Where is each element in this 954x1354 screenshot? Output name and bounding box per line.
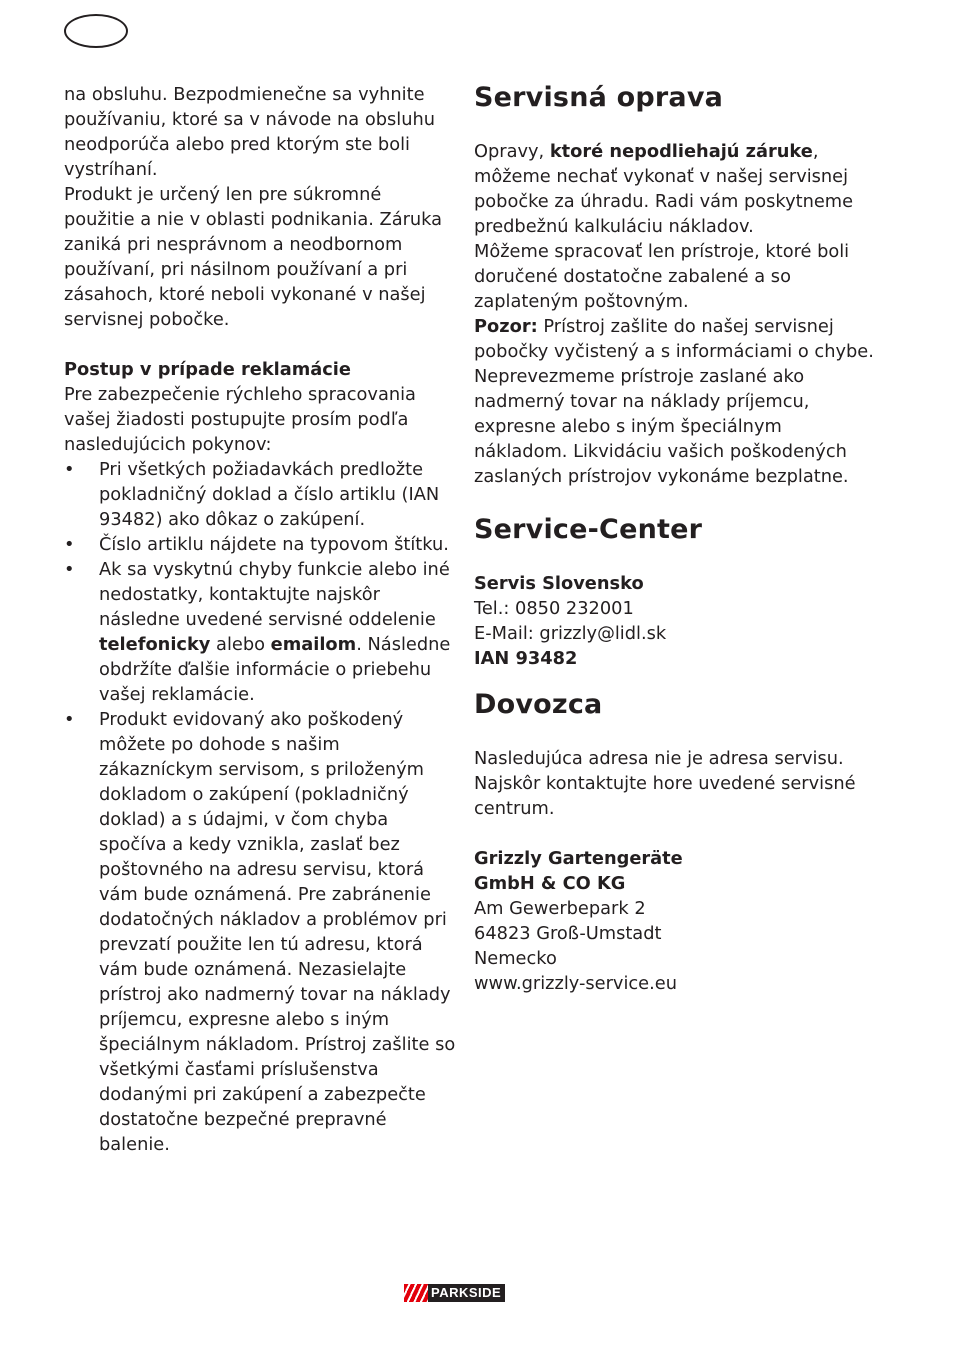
service-name: Servis Slovensko [474,573,644,594]
company-name-line-2: GmbH & CO KG [474,873,626,894]
company-street: Am Gewerbepark 2 [474,898,646,919]
repair-caution [474,314,874,489]
service-center-heading: Service-Center [474,514,703,545]
list-item-text: Pri všetkých požiadavkách predložte pokladničný doklad a číslo artiklu (IAN 93482) ako dôkaz o zakúpení. [99,459,440,530]
repair-text: , môžeme nechať vykonať v našej servisnej pobočke za úhradu. Radi vám poskytneme predbežnú kalkuláciu nákladov. [474,141,854,237]
repair-text-emphasis: ktoré nepodliehajú záruke [549,141,813,162]
list-item [64,532,456,557]
intro-paragraph-2: Produkt je určený len pre súkromné použitie a nie v oblasti podnikania. Záruka zaniká pri nesprávnom a neodbornom používaní, pri násilnom používaní a pri zásahoch, ktoré neboli vykonané v našej servisnej pobočke. [64,184,443,330]
claim-steps-list [64,457,456,1157]
service-email: E-Mail: grizzly@lidl.sk [474,623,667,644]
intro-paragraph-1: na obsluhu. Bezpodmienečne sa vyhnite používaniu, ktoré sa v návode na obsluhu neodporúča alebo pred ktorým ste boli vystríhaní. [64,84,436,180]
importer-note: Nasledujúca adresa nie je adresa servisu. Najskôr kontaktujte hore uvedené servisné centrum. [474,748,856,819]
list-item-text: Ak sa vyskytnú chyby funkcie alebo iné nedostatky, kontaktujte najskôr následne uvedené servisné oddelenie [99,559,450,630]
contact-email-emphasis: emailom [270,634,357,655]
bullet-icon: • [64,559,75,580]
list-item-text: Produkt evidovaný ako poškodený môžete po dohode s našim zákazníckym servisom, s priloženým dokladom o zakúpení (pokladničný doklad) a s údajmi, v čom chyba spočíva a kedy vznikla, zaslať bez poštovného na adresu servisu, ktorá vám bude oznámená. Pre zabránenie dodatočných nákladov a problémov pri prevzatí použite len tú adresu, ktorá vám bude oznámená. Nezasielajte prístroj ako nadmerný tovar na náklady príjemcu, expresne alebo s iným špeciálnym nákladom. Prístroj zašlite so všetkými časťami príslušenstva dodanými pri zakúpení a zabezpečte dostatočne bezpečné prepravné balenie. [99,709,456,1155]
list-item-text: . Následne obdržíte ďalšie informácie o priebehu vašej reklamácie. [99,634,451,705]
list-item [64,557,456,707]
bullet-icon: • [64,459,75,480]
claim-heading: Postup v prípade reklamácie [64,359,351,380]
repair-text: Opravy, [474,141,545,162]
bullet-icon: • [64,534,75,555]
caution-text: Prístroj zašlite do našej servisnej pobočky vyčistený a s informáciami o chybe. Neprevezmeme prístroje zaslané ako nadmerný tovar na náklady príjemcu, expresne alebo s iným špeciálnym nákladom. Likvidáciu vašich poškodených zaslaných prístrojov vykonáme bezplatne. [474,316,874,487]
repair-heading: Servisná oprava [474,82,724,113]
company-country: Nemecko [474,948,557,969]
logo-text: PARKSIDE [428,1284,505,1302]
service-ian: IAN 93482 [474,648,578,669]
company-city: 64823 Groß-Umstadt [474,923,662,944]
list-item-text: alebo [216,634,265,655]
bullet-icon: • [64,709,75,730]
right-column [474,82,874,996]
parkside-logo [404,1284,505,1302]
repair-paragraph-2: Môžeme spracovať len prístroje, ktoré boli doručené dostatočne zabalené a so zaplateným poštovným. [474,241,850,312]
list-item [64,707,456,1157]
logo-stripes-icon [404,1284,428,1302]
language-badge-oval [64,14,128,48]
claim-intro: Pre zabezpečenie rýchleho spracovania vašej žiadosti postupujte prosím podľa nasledujúcich pokynov: [64,384,416,455]
left-column [64,82,456,1157]
company-website: www.grizzly-service.eu [474,973,677,994]
contact-phone-emphasis: telefonicky [99,634,211,655]
caution-label: Pozor: [474,316,538,337]
importer-heading: Dovozca [474,689,603,720]
service-phone: Tel.: 0850 232001 [474,598,634,619]
list-item-text: Číslo artiklu nájdete na typovom štítku. [99,534,449,555]
company-name-line-1: Grizzly Gartengeräte [474,848,683,869]
repair-paragraph-1 [474,139,874,239]
list-item [64,457,456,532]
